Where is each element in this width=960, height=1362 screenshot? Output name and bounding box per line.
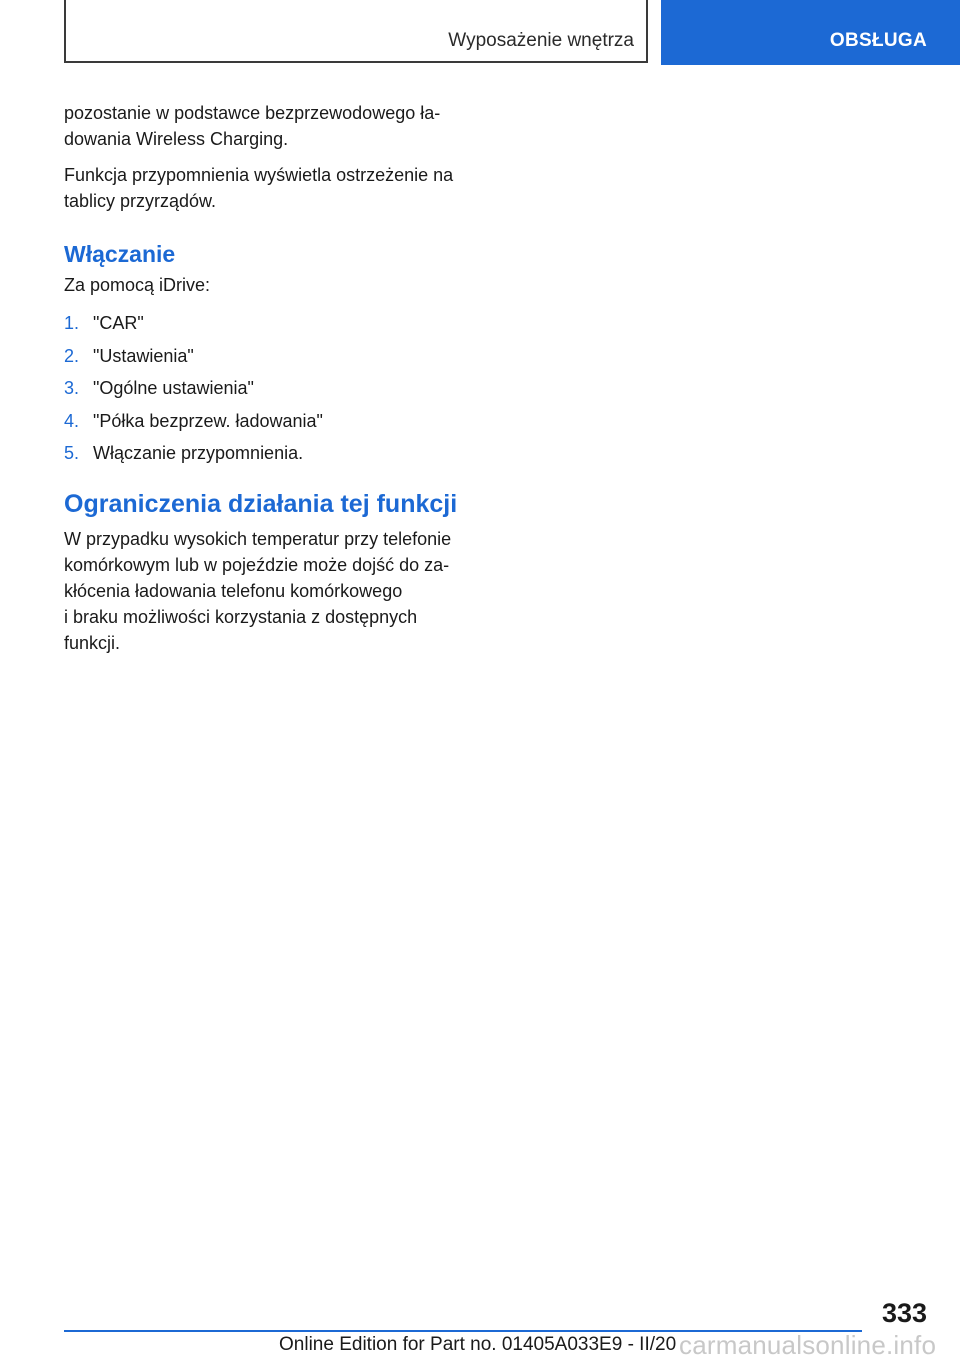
- enable-intro: Za pomocą iDrive:: [64, 275, 211, 295]
- step-number: 2.: [64, 345, 80, 366]
- limitations-heading: Ograniczenia działania tej funkcji: [64, 490, 458, 518]
- enable-steps-list: [64, 310, 484, 466]
- step-text: "Ogólne ustawienia": [93, 378, 254, 398]
- intro-paragraph-2: Funkcja przypomnienia wyświetla ostrzeżenie na tablicy przyrządów.: [64, 165, 454, 211]
- section-tab: [661, 0, 960, 65]
- section-tab-label: OBSŁUGA: [829, 30, 927, 51]
- limitations-paragraph: W przypadku wysokich temperatur przy telefonie komórkowym lub w pojeździe może dojść do za- kłócenia ładowania telefonu komórkowego i braku możliwości korzystania z dostępnych funkcji.: [64, 529, 452, 653]
- step-text: "CAR": [93, 313, 144, 333]
- step-number: 5.: [64, 443, 80, 463]
- header-title: Wyposażenie wnętrza: [448, 30, 634, 51]
- page-number: 333: [881, 1298, 927, 1328]
- footer-edition-text: Online Edition for Part no. 01405A033E9 - II/20: [279, 1334, 677, 1355]
- step-text: "Ustawienia": [93, 345, 194, 366]
- list-item: [64, 375, 484, 401]
- step-number: 3.: [64, 378, 80, 398]
- enable-heading: Włączanie: [64, 241, 176, 267]
- step-text: "Półka bezprzew. ładowania": [93, 410, 323, 431]
- list-item: [64, 440, 484, 466]
- watermark: carmanualsonline.info: [679, 1330, 937, 1360]
- step-number: 1.: [64, 313, 80, 333]
- list-item: [64, 310, 484, 336]
- header-box: [64, 0, 648, 63]
- list-item: [64, 343, 484, 369]
- intro-paragraph-1: pozostanie w podstawce bezprzewodowego ła- dowania Wireless Charging.: [64, 103, 441, 149]
- step-text: Włączanie przypomnienia.: [93, 443, 304, 463]
- main-content: [64, 100, 484, 666]
- step-number: 4.: [64, 410, 80, 431]
- list-item: [64, 408, 484, 434]
